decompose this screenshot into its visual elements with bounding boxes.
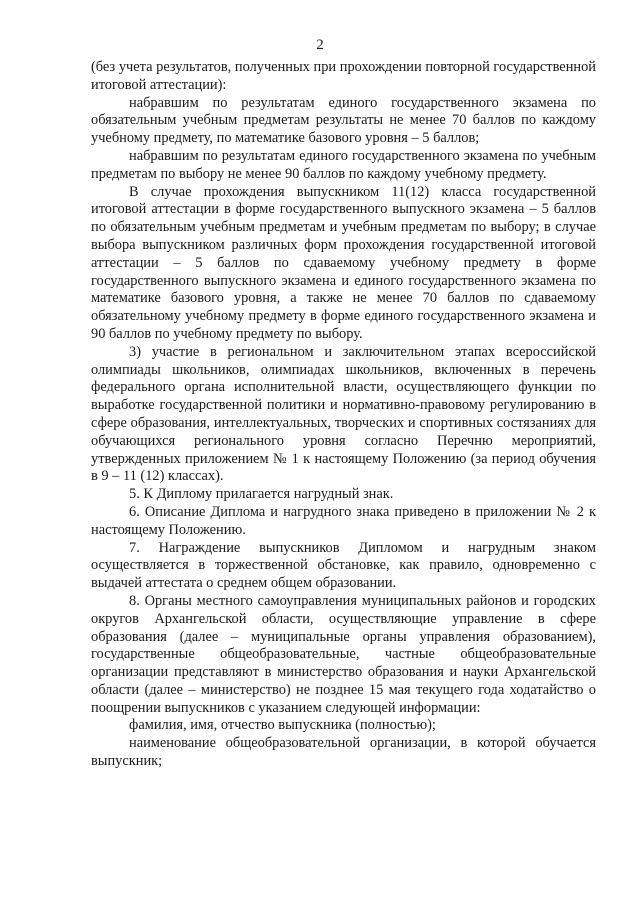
paragraph: В случае прохождения выпускником 11(12) класса государственной итоговой аттестации в форме государственного выпускного экзамена – 5 баллов по обязательным учебным предметам и учебным предметам по выбору; в случае выбора выпускником различных форм прохождения государственной итоговой аттестации – 5 баллов по сдаваемому учебному предмету в форме государственного выпускного экзамена и единого государственного экзамена по математике базового уровня, а также не менее 70 баллов по сдаваемому обязательному учебному предмету в форме единого государственного экзамена и 90 баллов по учебному предмету по выбору.: [91, 183, 596, 342]
paragraph: набравшим по результатам единого государственного экзамена по учебным предметам по выбору не менее 90 баллов по каждому учебному предмету.: [91, 147, 596, 182]
page-number: 2: [316, 37, 324, 53]
paragraph: (без учета результатов, полученных при прохождении повторной государственной итоговой аттестации):: [91, 59, 596, 93]
paragraph: 5. К Диплому прилагается нагрудный знак.: [129, 486, 394, 503]
paragraph: фамилия, имя, отчество выпускника (полностью);: [129, 717, 436, 734]
paragraph: наименование общеобразовательной организации, в которой обучается выпускник;: [91, 735, 596, 770]
paragraph: 8. Органы местного самоуправления муниципальных районов и городских округов Архангельской области, осуществляющие управление в сфере образования (далее – муниципальные органы управления образованием), государственные общеобразовательные, частные общеобразовательные организации представляют в министерство образования и науки Архангельской области (далее – министерство) не позднее 15 мая текущего года ходатайство о поощрении выпускников с указанием следующей информации:: [91, 592, 596, 716]
paragraph: 6. Описание Диплома и нагрудного знака приведено в приложении № 2 к настоящему Положению.: [91, 503, 596, 538]
document-body: [91, 59, 596, 771]
paragraph: набравшим по результатам единого государственного экзамена по обязательным учебным предметам результаты не менее 70 баллов по каждому учебному предмету, по математике базового уровня – 5 баллов;: [91, 94, 596, 147]
paragraph: 7. Награждение выпускников Дипломом и нагрудным знаком осуществляется в торжественной обстановке, как правило, одновременно с выдачей аттестата о среднем общем образовании.: [91, 539, 596, 592]
paragraph: 3) участие в региональном и заключительном этапах всероссийской олимпиады школьников, олимпиадах школьников, включенных в перечень федерального органа исполнительной власти, осуществляющего функции по выработке государственной политики и нормативно-правовому регулированию в сфере образования, интеллектуальных, творческих и спортивных состязаниях для обучающихся регионального уровня согласно Перечню мероприятий, утвержденных приложением № 1 к настоящему Положению (за период обучения в 9 – 11 (12) классах).: [91, 343, 596, 485]
